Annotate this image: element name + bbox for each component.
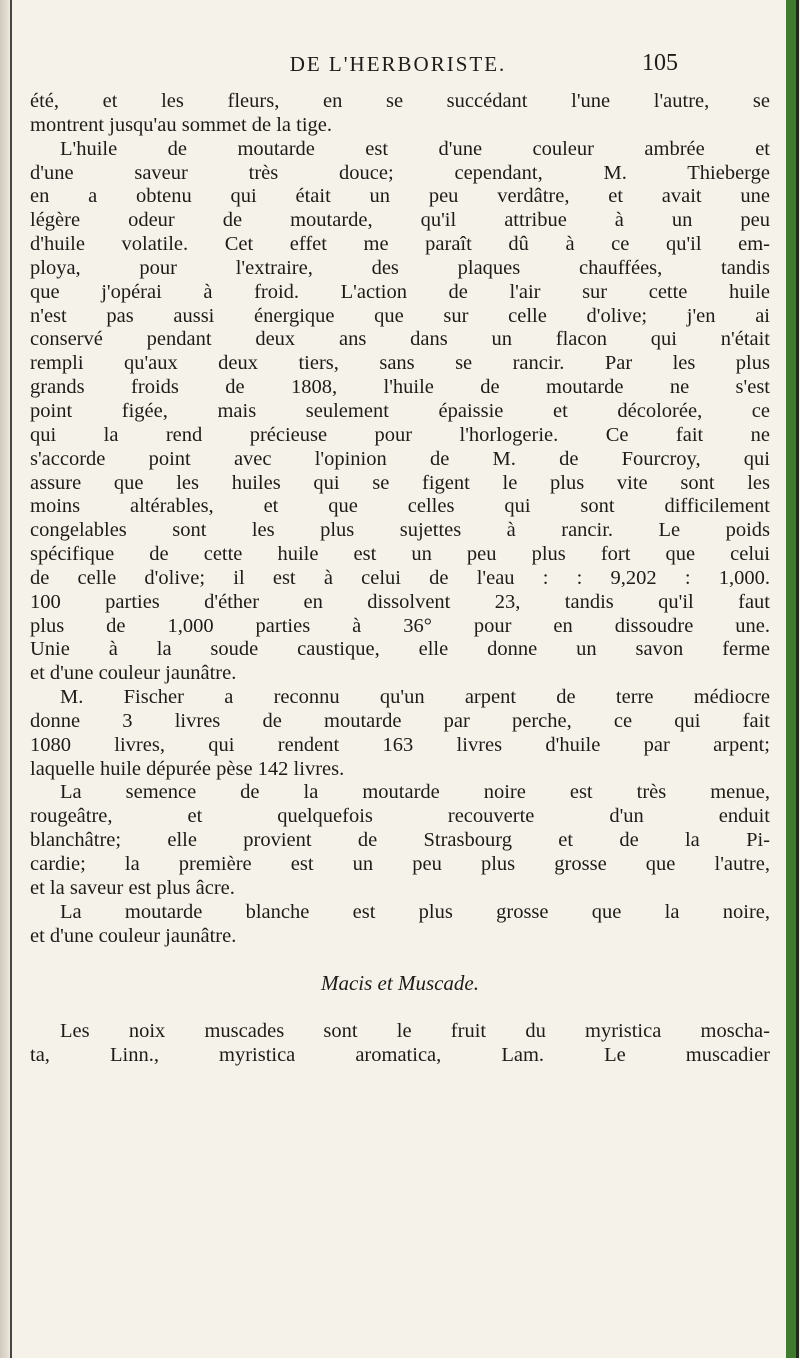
text-line: La semence de la moutarde noire est très menue,: [60, 781, 770, 804]
paragraph: [30, 781, 770, 900]
text-line: en a obtenu qui était un peu verdâtre, et avait une: [30, 185, 770, 208]
text-line: d'huile volatile. Cet effet me paraît dû à ce qu'il em-: [30, 233, 770, 256]
paragraph: [30, 686, 770, 781]
text-line: spécifique de cette huile est un peu plus fort que celui: [30, 543, 770, 566]
text-line: été, et les fleurs, en se succédant l'une l'autre, se: [30, 90, 770, 112]
text-line: montrent jusqu'au sommet de la tige.: [30, 113, 333, 136]
paragraph: [30, 1020, 770, 1068]
text-line: ploya, pour l'extraire, des plaques chauffées, tandis: [30, 256, 770, 279]
text-line: légère odeur de moutarde, qu'il attribue à un peu: [30, 209, 770, 232]
body-text: [30, 90, 770, 1068]
paragraph: [30, 138, 770, 686]
page-number: 105: [642, 50, 678, 76]
text-line: rougeâtre, et quelquefois recouverte d'un enduit: [30, 805, 770, 828]
text-line: grands froids de 1808, l'huile de moutarde ne s'est: [30, 376, 770, 399]
text-line: cardie; la première est un peu plus grosse que l'autre,: [30, 853, 770, 875]
text-line: et la saveur est plus âcre.: [30, 876, 235, 899]
text-line: et d'une couleur jaunâtre.: [30, 924, 237, 947]
binding-edge-line: [10, 0, 12, 1358]
running-header: [118, 52, 678, 82]
text-line: de celle d'olive; il est à celui de l'eau : : 9,202 : 1,000.: [30, 566, 770, 589]
running-title: DE L'HERBORISTE.: [289, 52, 507, 76]
text-line: d'une saveur très douce; cependant, M. Thieberge: [30, 161, 770, 184]
text-line: 100 parties d'éther en dissolvent 23, tandis qu'il faut: [30, 590, 770, 613]
text-line: qui la rend précieuse pour l'horlogerie. Ce fait ne: [30, 423, 770, 446]
text-line: M. Fischer a reconnu qu'un arpent de terre médiocre: [60, 686, 770, 709]
text-line: Les noix muscades sont le fruit du myristica moscha-: [60, 1020, 770, 1043]
section-title: Macis et Muscade.: [320, 971, 480, 996]
text-line: congelables sont les plus sujettes à rancir. Le poids: [30, 519, 770, 542]
text-line: n'est pas aussi énergique que sur celle d'olive; j'en ai: [30, 304, 770, 327]
text-line: point figée, mais seulement épaissie et décolorée, ce: [30, 399, 770, 422]
text-line: assure que les huiles qui se figent le plus vite sont les: [30, 471, 770, 494]
text-line: ta, Linn., myristica aromatica, Lam. Le muscadier: [30, 1044, 770, 1067]
text-line: plus de 1,000 parties à 36° pour en dissoudre une.: [30, 614, 770, 637]
text-line: que j'opérai à froid. L'action de l'air sur cette huile: [30, 280, 770, 303]
text-line: et d'une couleur jaunâtre.: [30, 662, 237, 685]
text-line: moins altérables, et que celles qui sont difficilement: [30, 495, 770, 518]
text-line: Unie à la soude caustique, elle donne un savon ferme: [30, 638, 770, 661]
text-line: L'huile de moutarde est d'une couleur ambrée et: [60, 137, 770, 160]
text-line: laquelle huile dépurée pèse 142 livres.: [30, 757, 345, 780]
text-line: rempli qu'aux deux tiers, sans se rancir. Par les plus: [30, 352, 770, 375]
page-edge-right: [782, 0, 800, 1358]
paragraph: [30, 90, 770, 138]
text-line: 1080 livres, qui rendent 163 livres d'huile par arpent;: [30, 733, 770, 756]
text-line: donne 3 livres de moutarde par perche, ce qui fait: [30, 709, 770, 732]
paragraph: [30, 901, 770, 949]
text-line: blanchâtre; elle provient de Strasbourg et de la Pi-: [30, 829, 770, 852]
text-line: La moutarde blanche est plus grosse que la noire,: [60, 900, 770, 923]
text-line: s'accorde point avec l'opinion de M. de Fourcroy, qui: [30, 447, 770, 470]
text-line: conservé pendant deux ans dans un flacon qui n'était: [30, 328, 770, 351]
